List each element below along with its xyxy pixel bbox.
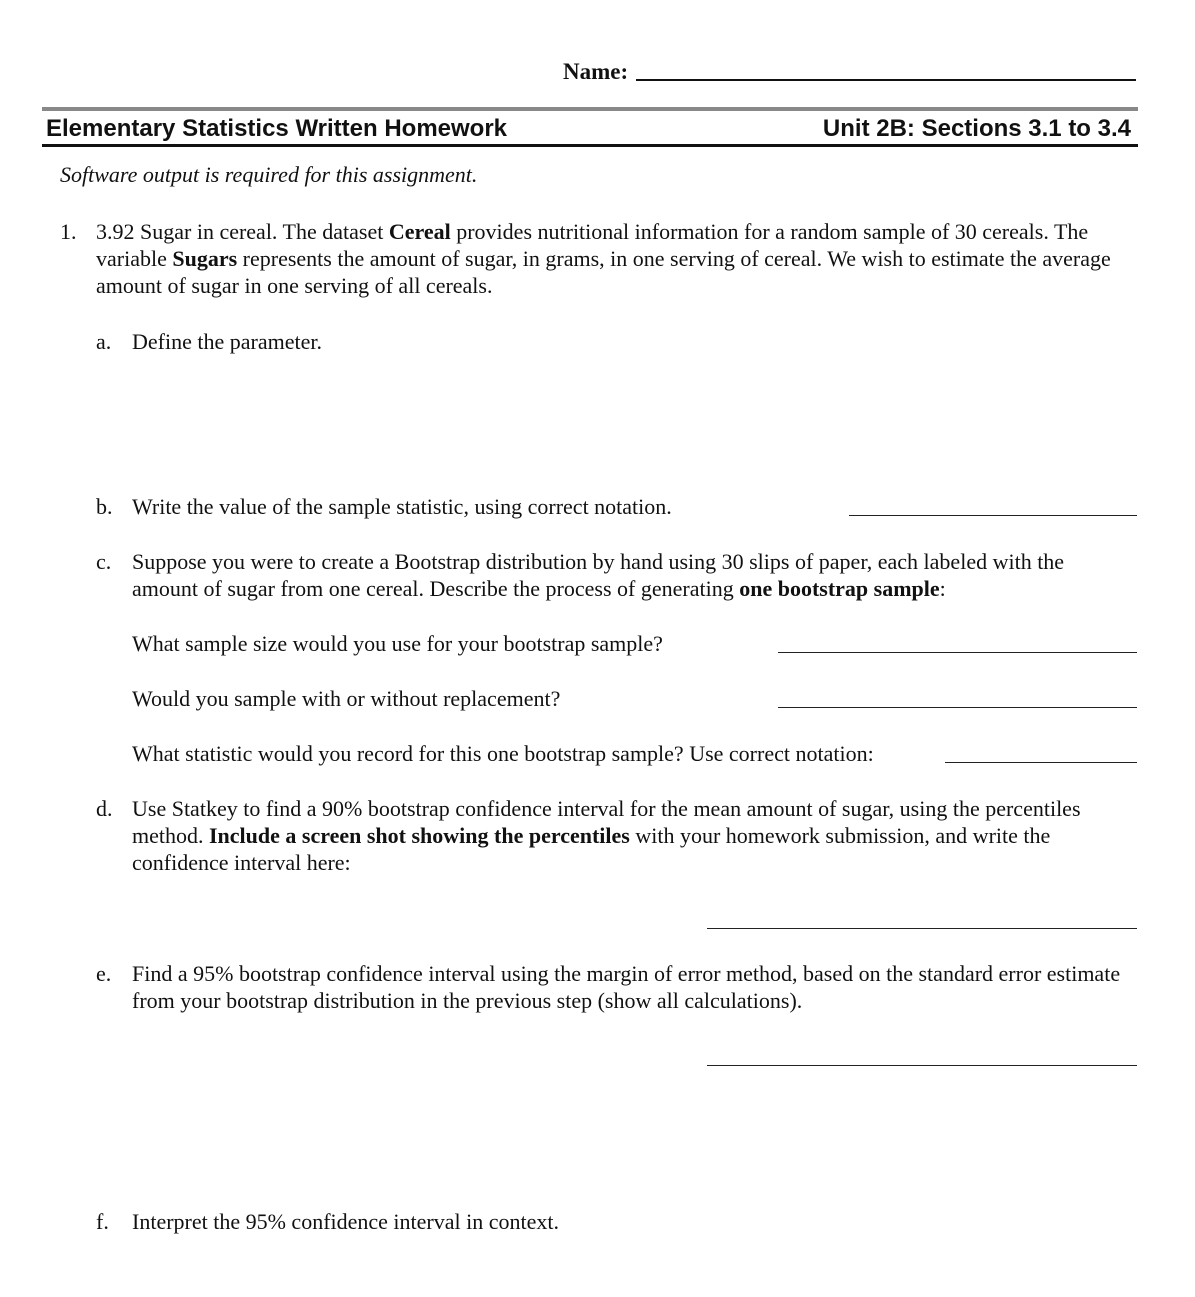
part-f-letter: f. [96,1209,109,1234]
part-d-letter: d. [96,796,113,821]
question-intro: 3.92 Sugar in cereal. The dataset Cereal provides nutritional information for a random sample of 30 cereals. The variable Sugars represents the amount of sugar, in grams, in one serving of cereal. We wish to estimate the average amount of sugar in one serving of all cereals. [96,219,1111,298]
sample-size-answer-line[interactable] [778,652,1137,653]
question-number: 1. [60,219,77,244]
part-a-letter: a. [96,329,112,354]
part-c-sample-size-question: What sample size would you use for your bootstrap sample? [132,631,663,656]
statistic-answer-line[interactable] [945,762,1137,763]
part-d-text: Use Statkey to find a 90% bootstrap confidence interval for the mean amount of sugar, using the percentiles method. Include a screen shot showing the percentiles with your homework submission, and write the confidence interval here: [132,796,1081,875]
name-answer-line[interactable] [636,79,1136,81]
part-b-letter: b. [96,494,113,519]
part-a-text: Define the parameter. [132,329,322,354]
part-e-answer-line[interactable] [707,1065,1137,1066]
part-c-statistic-question: What statistic would you record for this one bootstrap sample? Use correct notation: [132,741,874,766]
part-e-text: Find a 95% bootstrap confidence interval using the margin of error method, based on the standard error estimate from your bootstrap distribution in the previous step (show all calculations). [132,961,1121,1013]
part-c-letter: c. [96,549,112,574]
course-title: Elementary Statistics Written Homework [46,115,508,142]
name-label: Name: [563,59,629,84]
part-c-text: Suppose you were to create a Bootstrap distribution by hand using 30 slips of paper, each labeled with the amount of sugar from one cereal. Describe the process of generating one bootstrap sample: [132,549,1065,601]
part-b-text: Write the value of the sample statistic, using correct notation. [132,494,672,519]
part-b-answer-line[interactable] [849,515,1137,516]
replacement-answer-line[interactable] [778,707,1137,708]
part-d-answer-line[interactable] [707,928,1137,929]
unit-title: Unit 2B: Sections 3.1 to 3.4 [822,115,1131,142]
software-note: Software output is required for this assignment. [60,162,478,187]
part-e-letter: e. [96,961,112,986]
header-bottom-rule [42,144,1138,147]
part-f-text: Interpret the 95% confidence interval in context. [132,1209,559,1234]
header-top-rule [42,107,1138,111]
part-c-replacement-question: Would you sample with or without replacement? [132,686,561,711]
